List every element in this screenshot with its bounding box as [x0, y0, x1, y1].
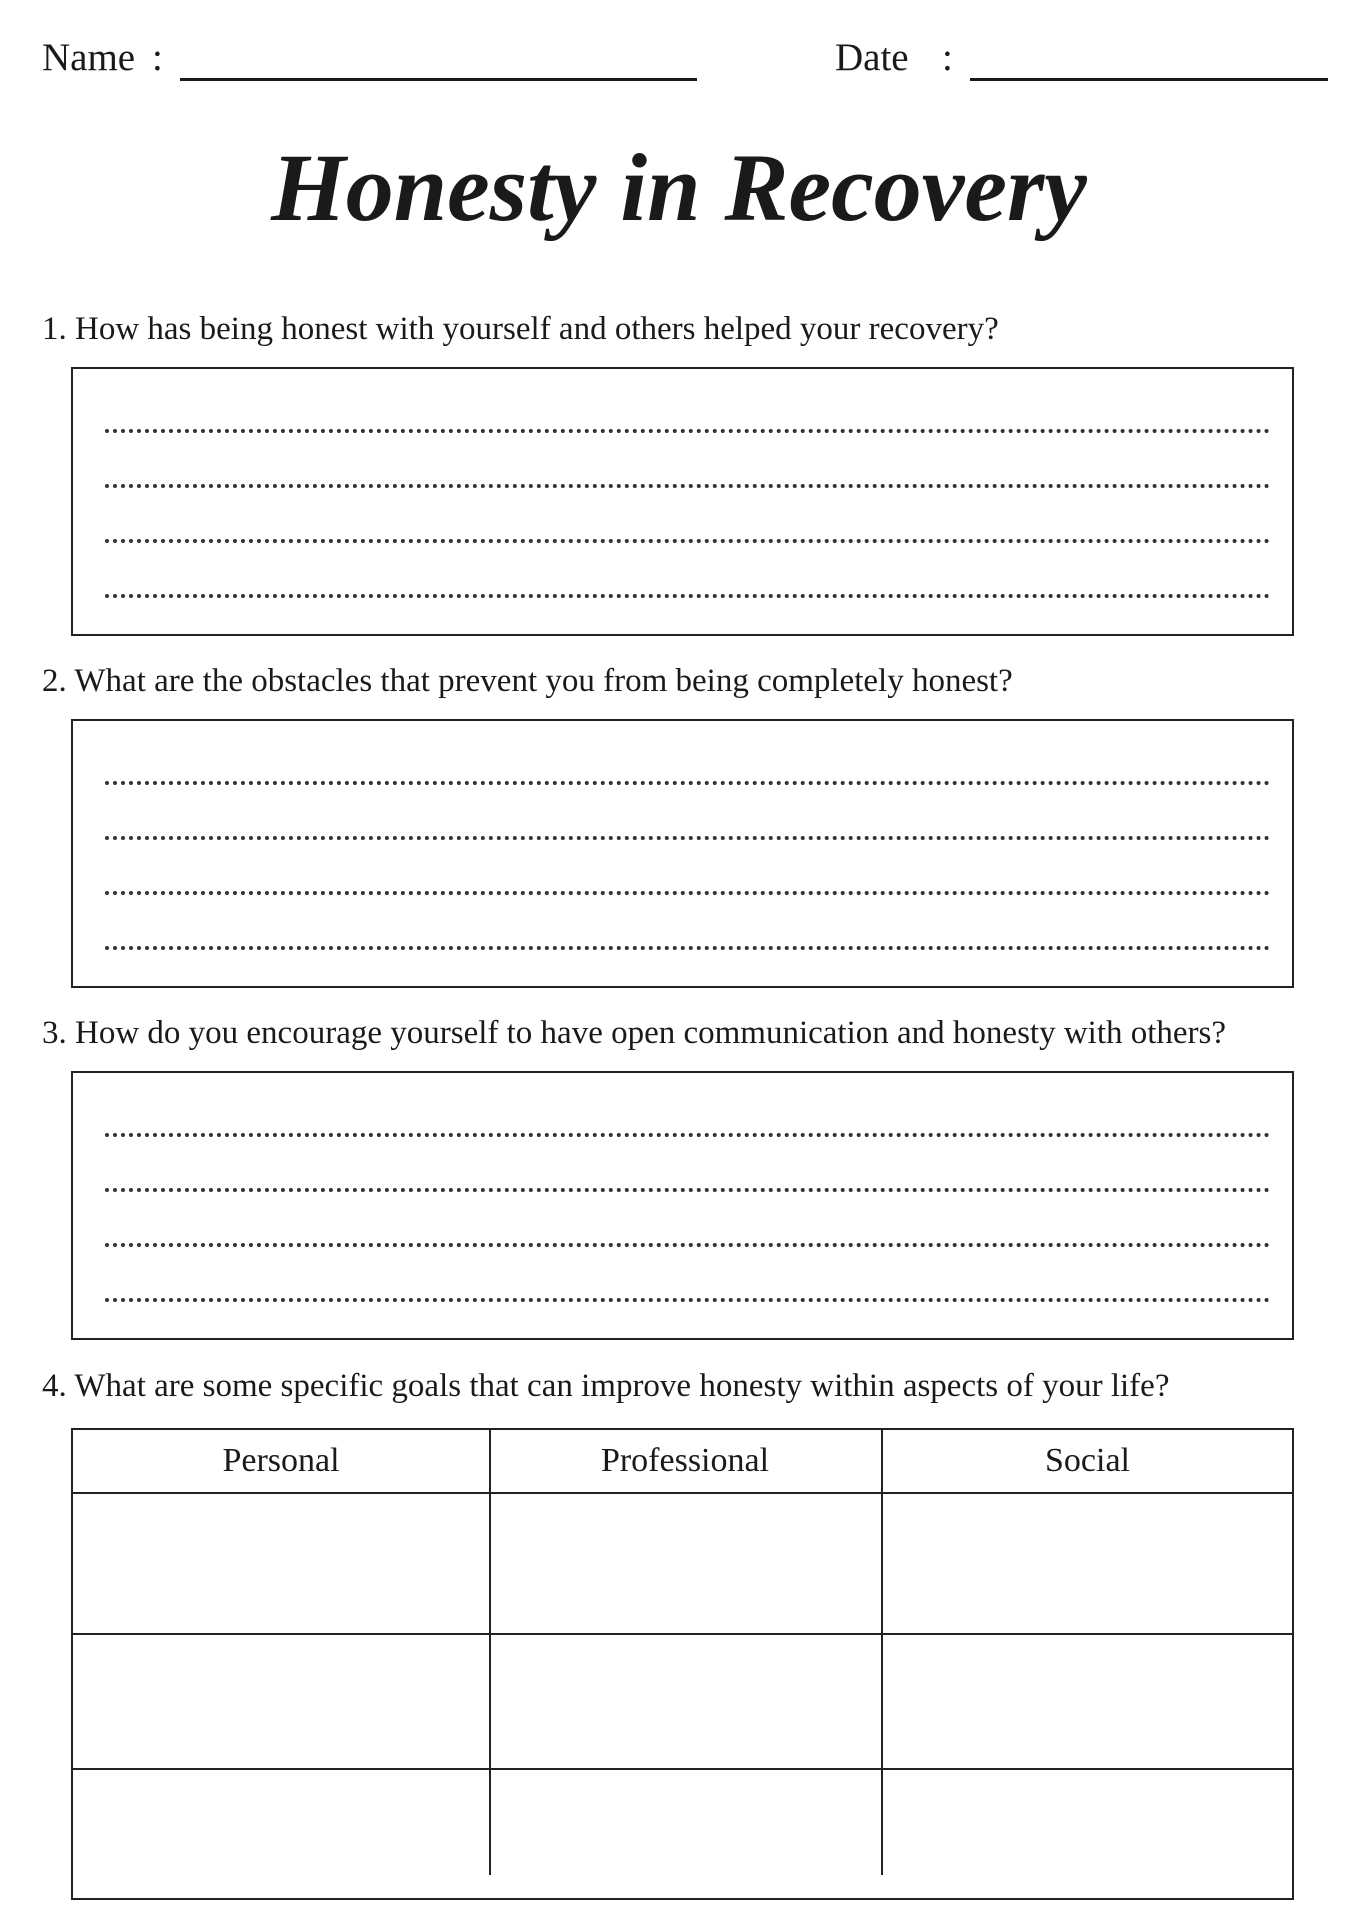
answer-line: [105, 781, 1270, 785]
date-colon: :: [942, 36, 953, 79]
goals-table: [71, 1428, 1294, 1900]
name-label: Name: [42, 36, 136, 79]
answer-line: [105, 1243, 1270, 1247]
question-1: 1. How has being honest with yourself and others helped your recovery?: [42, 311, 999, 347]
date-field[interactable]: [970, 78, 1328, 81]
answer-line: [105, 891, 1270, 895]
professional-goal-cell[interactable]: [491, 1770, 879, 1898]
social-goal-cell[interactable]: [883, 1635, 1294, 1768]
social-goal-cell[interactable]: [883, 1770, 1294, 1898]
answer-line: [105, 1298, 1270, 1302]
professional-goal-cell[interactable]: [491, 1635, 879, 1768]
question-4: 4. What are some specific goals that can improve honesty within aspects of your life?: [42, 1368, 1170, 1404]
answer-box-2[interactable]: [71, 719, 1294, 988]
social-goal-cell[interactable]: [883, 1494, 1294, 1633]
name-field[interactable]: [180, 78, 697, 81]
professional-goal-cell[interactable]: [491, 1494, 879, 1633]
answer-line: [105, 1188, 1270, 1192]
answer-line: [105, 594, 1270, 598]
date-label: Date: [835, 36, 909, 79]
answer-line: [105, 484, 1270, 488]
answer-line: [105, 836, 1270, 840]
page-title: Honesty in Recovery: [271, 134, 1087, 241]
column-header-professional: Professional: [600, 1442, 770, 1479]
answer-box-1[interactable]: [71, 367, 1294, 636]
personal-goal-cell[interactable]: [73, 1494, 487, 1633]
answer-line: [105, 1133, 1270, 1137]
personal-goal-cell[interactable]: [73, 1770, 487, 1898]
question-3: 3. How do you encourage yourself to have open communication and honesty with others?: [42, 1015, 1227, 1051]
personal-goal-cell[interactable]: [73, 1635, 487, 1768]
question-2: 2. What are the obstacles that prevent you from being completely honest?: [42, 663, 1013, 699]
answer-line: [105, 946, 1270, 950]
answer-box-3[interactable]: [71, 1071, 1294, 1340]
answer-line: [105, 429, 1270, 433]
column-header-personal: Personal: [222, 1442, 340, 1479]
name-colon: :: [152, 36, 163, 79]
answer-line: [105, 539, 1270, 543]
column-header-social: Social: [1045, 1442, 1130, 1479]
